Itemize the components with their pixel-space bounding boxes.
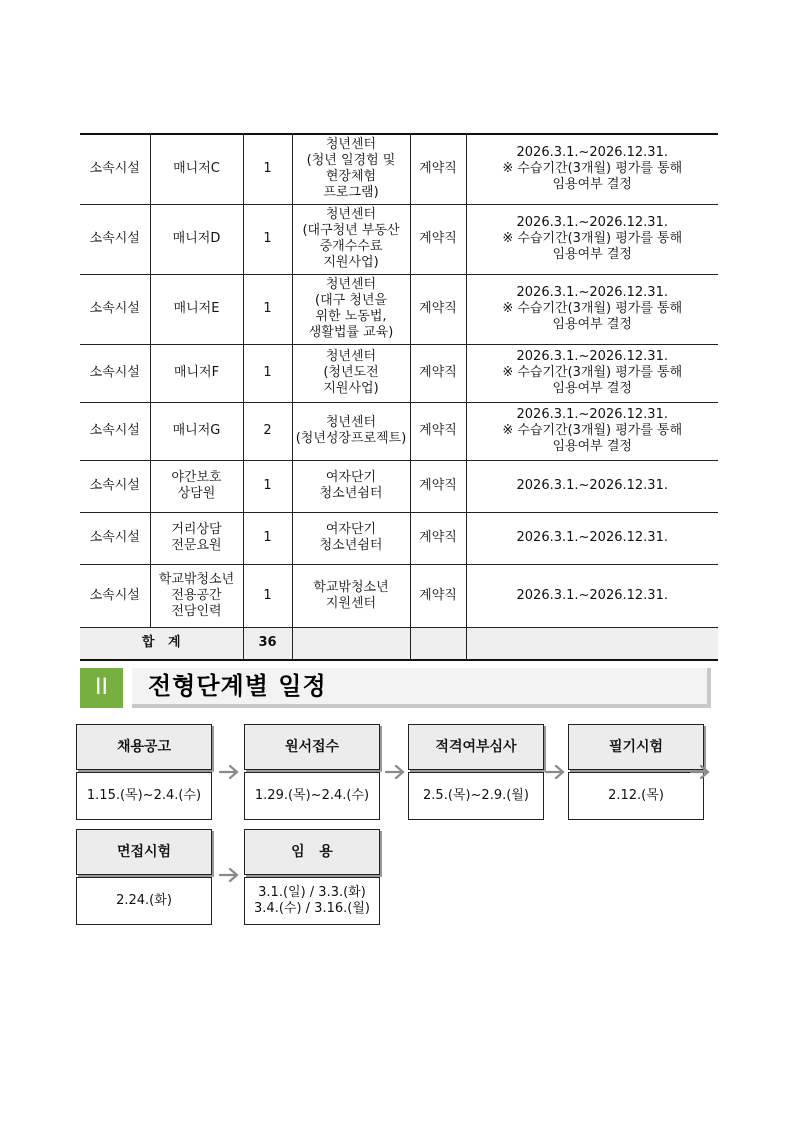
period-cell (466, 564, 718, 627)
workplace-cell (292, 460, 410, 512)
position-cell: 매니저G (150, 402, 243, 460)
position-cell: 매니저E (150, 274, 243, 344)
workplace-cell-line: 청년센터 (325, 207, 377, 222)
arrow-right-icon (385, 765, 405, 779)
period-cell-line: 2026.3.1.~2026.12.31. (516, 530, 668, 545)
workplace-cell-line: 청소년쉼터 (319, 538, 383, 553)
table-row (80, 564, 718, 627)
schedule-step (568, 724, 704, 820)
period-cell-line: 2026.3.1.~2026.12.31. (516, 349, 668, 364)
arrow-right-icon (690, 765, 710, 779)
position-cell-line: 전담인력 (171, 603, 222, 619)
workplace-cell (292, 402, 410, 460)
workplace-cell-line: 여자단기 (325, 470, 377, 485)
category-cell: 소속시설 (80, 204, 150, 274)
workplace-cell-line: (대구 청년을 (315, 293, 387, 308)
step-date-line: 2.24.(화) (116, 893, 172, 908)
contract-type-cell: 계약직 (410, 344, 466, 402)
step-name: 면접시험 (76, 829, 212, 875)
workplace-cell (292, 344, 410, 402)
period-cell-line: 2026.3.1.~2026.12.31. (516, 145, 668, 161)
count-cell: 2 (243, 402, 292, 460)
workplace-cell-line: 청년센터 (325, 137, 377, 153)
contract-type-cell: 계약직 (410, 274, 466, 344)
position-cell-line: 상담원 (177, 486, 216, 501)
schedule-step (244, 829, 380, 925)
workplace-cell-line: 여자단기 (325, 522, 377, 537)
period-cell (466, 460, 718, 512)
schedule-step (408, 724, 544, 820)
count-cell: 1 (243, 274, 292, 344)
period-cell-line: ※ 수습기간(3개월) 평가를 통해 (502, 301, 683, 316)
table-row (80, 134, 718, 204)
section-header (132, 668, 711, 708)
workplace-cell (292, 204, 410, 274)
step-name: 필기시험 (568, 724, 704, 770)
contract-type-cell: 계약직 (410, 402, 466, 460)
section-number: II (80, 668, 123, 708)
workplace-cell-line: (대구청년 부동산 (302, 223, 400, 238)
schedule-step (244, 724, 380, 820)
step-date-line: 1.29.(목)~2.4.(수) (254, 788, 370, 803)
workplace-cell-line: 위한 노동법, (315, 309, 387, 324)
schedule-step (76, 829, 212, 925)
position-cell-line: 거리상담 (171, 522, 222, 537)
period-cell-line: ※ 수습기간(3개월) 평가를 통해 (502, 365, 683, 380)
period-cell-line: ※ 수습기간(3개월) 평가를 통해 (502, 161, 683, 177)
total-row (80, 627, 718, 660)
category-cell: 소속시설 (80, 402, 150, 460)
count-cell: 1 (243, 512, 292, 564)
workplace-cell-line: (청년성장프로젝트) (295, 431, 407, 446)
category-cell: 소속시설 (80, 274, 150, 344)
table-row (80, 274, 718, 344)
step-date (568, 772, 704, 820)
contract-type-cell: 계약직 (410, 512, 466, 564)
workplace-cell-line: 지원센터 (325, 595, 377, 611)
arrow-right-icon (545, 765, 565, 779)
total-count: 36 (243, 627, 292, 660)
position-cell (150, 564, 243, 627)
workplace-cell (292, 134, 410, 204)
workplace-cell (292, 564, 410, 627)
count-cell: 1 (243, 344, 292, 402)
contract-type-cell: 계약직 (410, 204, 466, 274)
period-cell (466, 274, 718, 344)
period-cell-line: 2026.3.1.~2026.12.31. (516, 478, 668, 493)
period-cell-line: 2026.3.1.~2026.12.31. (516, 407, 668, 422)
period-cell-line: 2026.3.1.~2026.12.31. (516, 215, 668, 230)
step-date-line: 3.4.(수) / 3.16.(월) (254, 901, 370, 916)
workplace-cell-line: 청년센터 (325, 277, 377, 292)
contract-type-cell: 계약직 (410, 564, 466, 627)
contract-type-cell: 계약직 (410, 460, 466, 512)
workplace-cell-line: 청년센터 (325, 415, 377, 430)
step-date (244, 877, 380, 925)
position-cell-line: 전용공간 (171, 587, 222, 603)
table-row (80, 460, 718, 512)
arrow-right-icon (219, 765, 239, 779)
position-cell: 매니저C (150, 134, 243, 204)
position-cell-line: 야간보호 (171, 470, 222, 485)
step-date-line: 2.5.(목)~2.9.(월) (423, 788, 529, 803)
period-cell-line: 임용여부 결정 (552, 247, 632, 262)
count-cell: 1 (243, 460, 292, 512)
period-cell-line: ※ 수습기간(3개월) 평가를 통해 (502, 423, 683, 438)
workplace-cell-line: 생활법률 교육) (308, 325, 394, 340)
period-cell-line: 임용여부 결정 (552, 439, 632, 454)
step-date (408, 772, 544, 820)
section-title: 전형단계별 일정 (148, 672, 327, 700)
period-cell-line: ※ 수습기간(3개월) 평가를 통해 (502, 231, 683, 246)
period-cell (466, 402, 718, 460)
count-cell: 1 (243, 134, 292, 204)
period-cell-line: 임용여부 결정 (552, 317, 632, 332)
period-cell (466, 204, 718, 274)
step-name: 원서접수 (244, 724, 380, 770)
total-empty-cell (466, 627, 718, 660)
step-date (76, 877, 212, 925)
step-name: 임 용 (244, 829, 380, 875)
period-cell (466, 512, 718, 564)
contract-type-cell: 계약직 (410, 134, 466, 204)
table-row (80, 204, 718, 274)
workplace-cell-line: 청소년쉼터 (319, 486, 383, 501)
count-cell: 1 (243, 204, 292, 274)
workplace-cell-line: (청년 일경험 및 (306, 153, 396, 169)
total-empty-cell (410, 627, 466, 660)
category-cell: 소속시설 (80, 564, 150, 627)
category-cell: 소속시설 (80, 134, 150, 204)
step-date-line: 2.12.(목) (608, 788, 664, 803)
period-cell-line: 임용여부 결정 (552, 381, 632, 396)
period-cell-line: 2026.3.1.~2026.12.31. (516, 587, 668, 603)
workplace-cell-line: 프로그램) (323, 185, 379, 201)
category-cell: 소속시설 (80, 460, 150, 512)
position-cell: 매니저D (150, 204, 243, 274)
total-label: 합 계 (80, 627, 243, 660)
workplace-cell (292, 512, 410, 564)
workplace-cell-line: 청년센터 (325, 349, 377, 364)
step-date (76, 772, 212, 820)
step-name: 채용공고 (76, 724, 212, 770)
table-row (80, 344, 718, 402)
period-cell (466, 134, 718, 204)
category-cell: 소속시설 (80, 512, 150, 564)
position-cell (150, 460, 243, 512)
workplace-cell-line: 현장체험 (325, 169, 377, 185)
period-cell (466, 344, 718, 402)
schedule-step (76, 724, 212, 820)
workplace-cell-line: (청년도전 (323, 365, 379, 380)
position-cell-line: 학교밖청소년 (158, 571, 235, 587)
step-date-line: 1.15.(목)~2.4.(수) (86, 788, 202, 803)
workplace-cell-line: 학교밖청소년 (313, 579, 389, 595)
workplace-cell-line: 중개수수료 (319, 239, 383, 254)
position-cell-line: 전문요원 (171, 538, 222, 553)
step-date-line: 3.1.(일) / 3.3.(화) (258, 885, 366, 900)
period-cell-line: 임용여부 결정 (552, 177, 632, 193)
positions-table (80, 133, 718, 661)
count-cell: 1 (243, 564, 292, 627)
table-row (80, 512, 718, 564)
workplace-cell-line: 지원사업) (323, 381, 379, 396)
position-cell: 매니저F (150, 344, 243, 402)
workplace-cell-line: 지원사업) (323, 255, 379, 270)
total-empty-cell (292, 627, 410, 660)
position-cell (150, 512, 243, 564)
step-date (244, 772, 380, 820)
workplace-cell (292, 274, 410, 344)
arrow-right-icon (219, 868, 239, 882)
step-name: 적격여부심사 (408, 724, 544, 770)
table-row (80, 402, 718, 460)
category-cell: 소속시설 (80, 344, 150, 402)
period-cell-line: 2026.3.1.~2026.12.31. (516, 285, 668, 300)
